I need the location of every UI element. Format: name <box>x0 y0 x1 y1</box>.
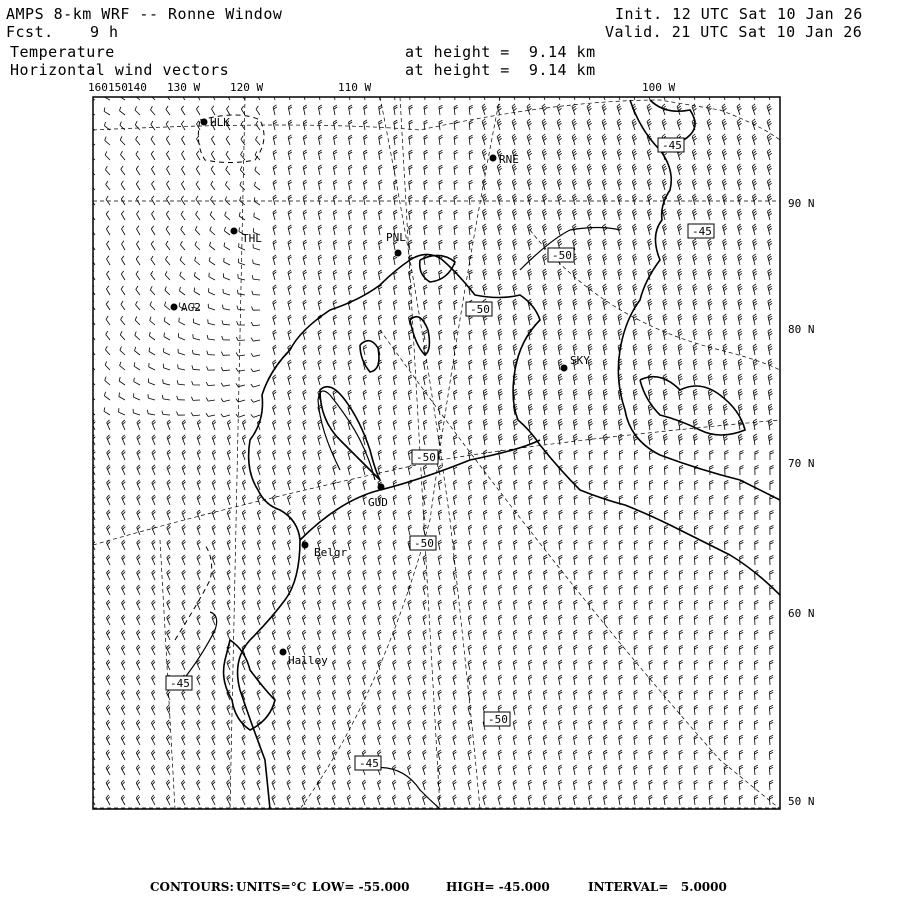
top-axis-labels <box>88 81 675 94</box>
lon-label-150: 150 <box>108 81 128 94</box>
svg-text:RNE: RNE <box>499 153 519 166</box>
contour-label <box>355 756 381 770</box>
height-wind: at height = 9.14 km <box>405 61 596 79</box>
lon-label-120: 120 W <box>230 81 264 94</box>
chart-title: AMPS 8-km WRF -- Ronne Window <box>6 5 283 23</box>
footer-high: HIGH= -45.000 <box>446 880 550 894</box>
svg-text:-50: -50 <box>414 537 434 550</box>
svg-text:-50: -50 <box>488 713 508 726</box>
contour-label <box>166 676 192 690</box>
lat-label-60: 60 N <box>788 607 815 620</box>
svg-text:GUD: GUD <box>368 496 388 509</box>
svg-text:Belgr: Belgr <box>314 546 348 559</box>
svg-text:-50: -50 <box>552 249 572 262</box>
right-axis-labels <box>788 197 815 808</box>
field-temperature: Temperature <box>10 43 115 61</box>
coastline <box>224 100 780 809</box>
forecast-hour: 9 h <box>90 23 119 41</box>
footer-low: LOW= -55.000 <box>312 880 410 894</box>
svg-text:SKY: SKY <box>570 354 590 367</box>
station-rne <box>490 153 519 166</box>
valid-time: Valid. 21 UTC Sat 10 Jan 26 <box>605 23 863 41</box>
station-sky <box>561 354 591 372</box>
svg-text:-50: -50 <box>416 451 436 464</box>
svg-text:THL: THL <box>242 232 262 245</box>
svg-text:Halley: Halley <box>288 654 328 667</box>
contour-label <box>688 224 714 238</box>
contour-label <box>484 712 510 726</box>
contour-label <box>410 536 436 550</box>
svg-text:HLK: HLK <box>210 116 230 129</box>
svg-text:-45: -45 <box>692 225 712 238</box>
lat-label-70: 70 N <box>788 457 815 470</box>
svg-text:AG2: AG2 <box>181 301 201 314</box>
lon-label-110: 110 W <box>338 81 372 94</box>
lat-label-50: 50 N <box>788 795 815 808</box>
footer-units: UNITS=°C <box>236 880 307 894</box>
footer-interval: INTERVAL= 5.0000 <box>588 880 727 894</box>
svg-text:-45: -45 <box>359 757 379 770</box>
lon-label-130: 130 W <box>167 81 201 94</box>
lon-label-140: 140 <box>127 81 147 94</box>
dashed-contours <box>175 115 264 640</box>
forecast-label: Fcst. <box>6 23 54 41</box>
contour-label <box>548 248 574 262</box>
station-gud <box>368 484 388 510</box>
init-time: Init. 12 UTC Sat 10 Jan 26 <box>615 5 863 23</box>
station-pnl <box>386 231 406 257</box>
station-belgr <box>302 542 348 560</box>
svg-text:-50: -50 <box>470 303 490 316</box>
lat-label-90: 90 N <box>788 197 815 210</box>
contour-label <box>658 138 684 152</box>
svg-text:PNL: PNL <box>386 231 406 244</box>
field-wind: Horizontal wind vectors <box>10 61 230 79</box>
svg-text:-45: -45 <box>170 677 190 690</box>
stations <box>171 116 591 667</box>
lat-label-80: 80 N <box>788 323 815 336</box>
height-temperature: at height = 9.14 km <box>405 43 596 61</box>
lon-label-100: 100 W <box>642 81 676 94</box>
lon-label-160: 160 <box>88 81 108 94</box>
footer-contours: CONTOURS: <box>150 880 234 894</box>
station-thl <box>231 228 263 246</box>
wind-vectors <box>88 89 773 805</box>
contour-label <box>412 450 438 464</box>
contour-label <box>466 302 492 316</box>
station-ag2 <box>171 301 201 314</box>
svg-text:-45: -45 <box>662 139 682 152</box>
station-hlk <box>201 116 231 129</box>
